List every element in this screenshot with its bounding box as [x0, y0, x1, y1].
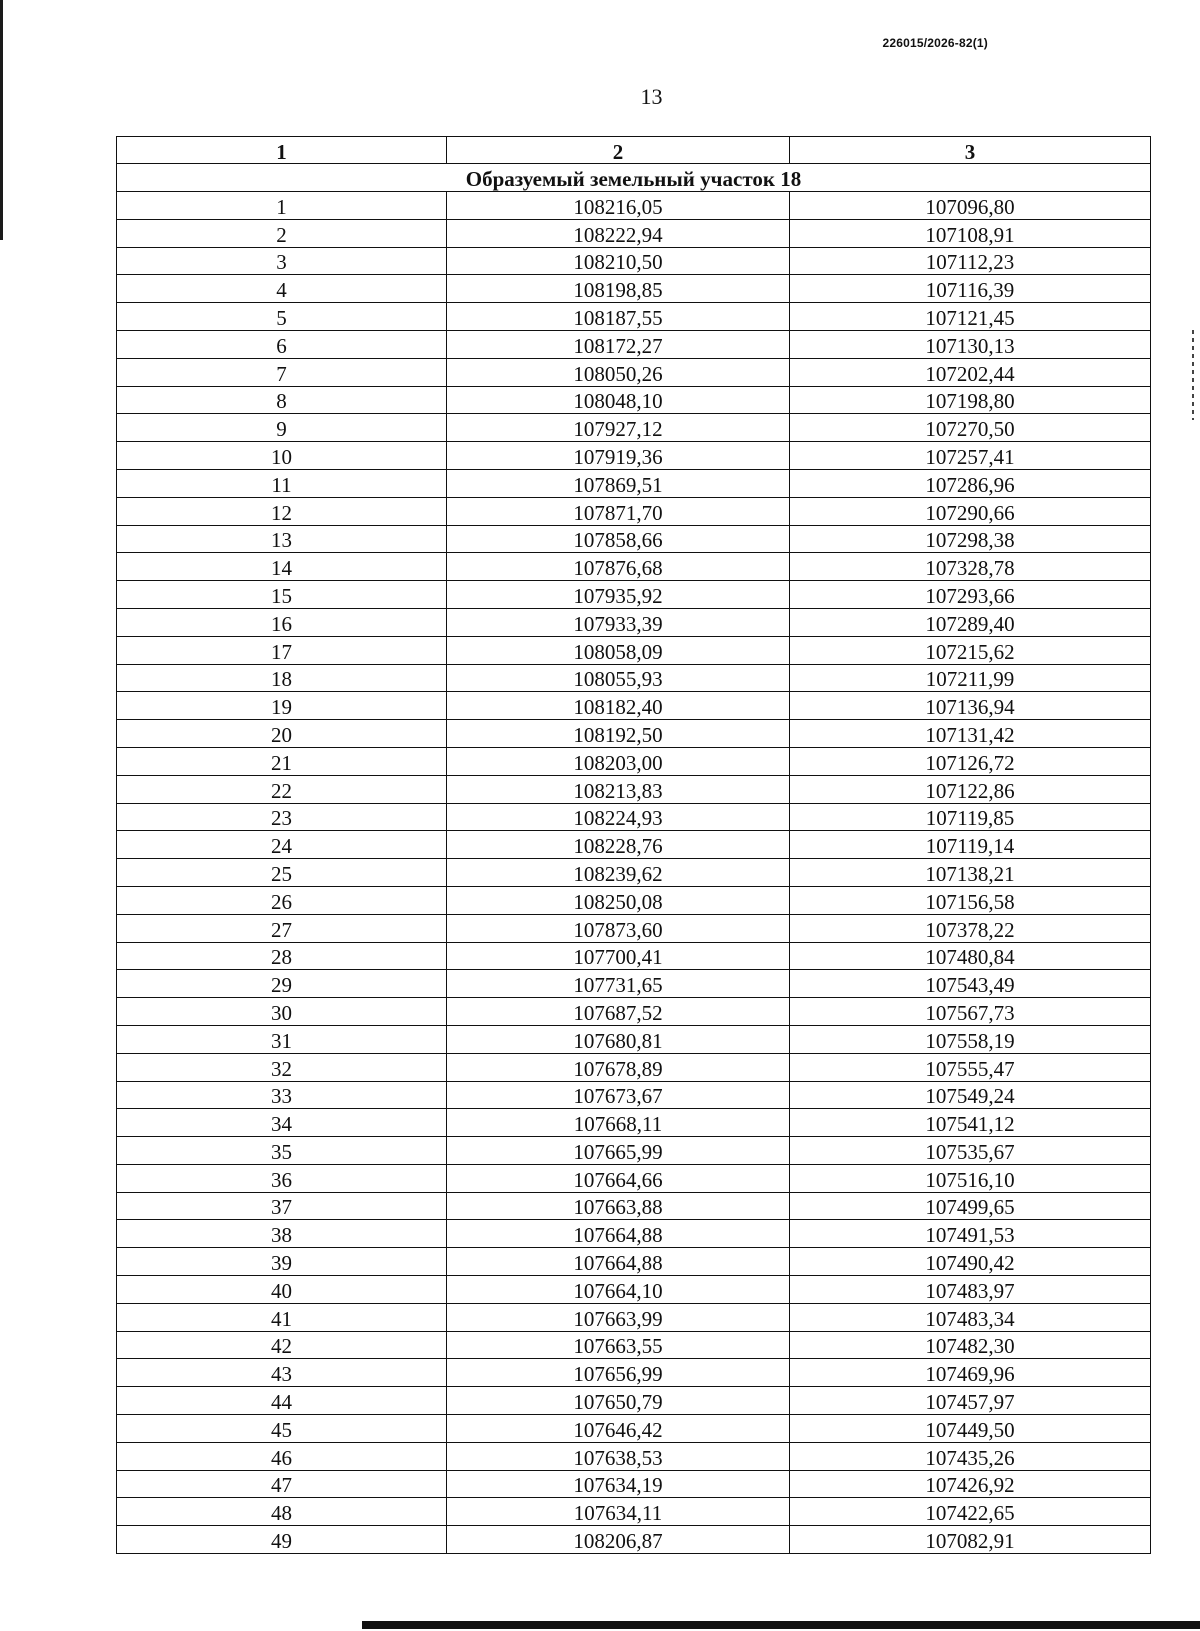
cell-y-coordinate: 107119,14: [790, 831, 1151, 859]
cell-point-number: 18: [117, 664, 447, 692]
cell-point-number: 42: [117, 1331, 447, 1359]
cell-y-coordinate: 107270,50: [790, 414, 1151, 442]
cell-x-coordinate: 107663,99: [447, 1303, 790, 1331]
cell-y-coordinate: 107211,99: [790, 664, 1151, 692]
cell-x-coordinate: 107678,89: [447, 1053, 790, 1081]
cell-point-number: 39: [117, 1248, 447, 1276]
cell-point-number: 26: [117, 886, 447, 914]
cell-point-number: 22: [117, 775, 447, 803]
table-row: [117, 386, 1151, 414]
cell-x-coordinate: 107935,92: [447, 581, 790, 609]
cell-y-coordinate: 107435,26: [790, 1442, 1151, 1470]
table-row: [117, 497, 1151, 525]
cell-point-number: 9: [117, 414, 447, 442]
cell-y-coordinate: 107328,78: [790, 553, 1151, 581]
cell-point-number: 17: [117, 636, 447, 664]
table-row: [117, 1109, 1151, 1137]
cell-point-number: 34: [117, 1109, 447, 1137]
table-row: [117, 1415, 1151, 1443]
cell-y-coordinate: 107457,97: [790, 1387, 1151, 1415]
table-row: [117, 1526, 1151, 1554]
cell-y-coordinate: 107482,30: [790, 1331, 1151, 1359]
table-row: [117, 1053, 1151, 1081]
cell-point-number: 44: [117, 1387, 447, 1415]
cell-y-coordinate: 107567,73: [790, 998, 1151, 1026]
table-row: [117, 831, 1151, 859]
cell-point-number: 32: [117, 1053, 447, 1081]
cell-point-number: 13: [117, 525, 447, 553]
column-header-y: 3: [790, 137, 1151, 164]
header-row: [117, 137, 1151, 164]
column-header-point: 1: [117, 137, 447, 164]
cell-y-coordinate: 107215,62: [790, 636, 1151, 664]
cell-y-coordinate: 107121,45: [790, 303, 1151, 331]
cell-x-coordinate: 107663,88: [447, 1192, 790, 1220]
cell-y-coordinate: 107541,12: [790, 1109, 1151, 1137]
cell-y-coordinate: 107112,23: [790, 247, 1151, 275]
cell-y-coordinate: 107130,13: [790, 330, 1151, 358]
table-row: [117, 636, 1151, 664]
table-row: [117, 942, 1151, 970]
cell-y-coordinate: 107293,66: [790, 581, 1151, 609]
table-row: [117, 886, 1151, 914]
page-number: 13: [640, 84, 663, 109]
scan-bottom-bar: [362, 1621, 1200, 1629]
cell-x-coordinate: 107873,60: [447, 914, 790, 942]
cell-y-coordinate: 107108,91: [790, 219, 1151, 247]
cell-y-coordinate: 107298,38: [790, 525, 1151, 553]
table-row: [117, 1359, 1151, 1387]
cell-x-coordinate: 108222,94: [447, 219, 790, 247]
table-row: [117, 914, 1151, 942]
cell-x-coordinate: 107673,67: [447, 1081, 790, 1109]
cell-x-coordinate: 107665,99: [447, 1137, 790, 1165]
cell-x-coordinate: 107634,19: [447, 1470, 790, 1498]
cell-y-coordinate: 107290,66: [790, 497, 1151, 525]
cell-y-coordinate: 107378,22: [790, 914, 1151, 942]
cell-y-coordinate: 107116,39: [790, 275, 1151, 303]
cell-y-coordinate: 107543,49: [790, 970, 1151, 998]
table-row: [117, 998, 1151, 1026]
cell-x-coordinate: 107933,39: [447, 608, 790, 636]
cell-x-coordinate: 108172,27: [447, 330, 790, 358]
table-row: [117, 525, 1151, 553]
cell-point-number: 8: [117, 386, 447, 414]
cell-x-coordinate: 107700,41: [447, 942, 790, 970]
cell-y-coordinate: 107096,80: [790, 192, 1151, 220]
cell-x-coordinate: 107731,65: [447, 970, 790, 998]
cell-x-coordinate: 107687,52: [447, 998, 790, 1026]
cell-y-coordinate: 107136,94: [790, 692, 1151, 720]
cell-point-number: 33: [117, 1081, 447, 1109]
cell-y-coordinate: 107126,72: [790, 747, 1151, 775]
cell-point-number: 19: [117, 692, 447, 720]
cell-y-coordinate: 107119,85: [790, 803, 1151, 831]
cell-x-coordinate: 108058,09: [447, 636, 790, 664]
cell-y-coordinate: 107286,96: [790, 469, 1151, 497]
cell-y-coordinate: 107202,44: [790, 358, 1151, 386]
cell-x-coordinate: 107858,66: [447, 525, 790, 553]
cell-point-number: 3: [117, 247, 447, 275]
table-header: [117, 137, 1151, 164]
cell-y-coordinate: 107449,50: [790, 1415, 1151, 1443]
table-row: [117, 1137, 1151, 1165]
table-row: [117, 303, 1151, 331]
table-row: [117, 608, 1151, 636]
cell-point-number: 29: [117, 970, 447, 998]
cell-x-coordinate: 108228,76: [447, 831, 790, 859]
cell-y-coordinate: 107549,24: [790, 1081, 1151, 1109]
cell-point-number: 14: [117, 553, 447, 581]
cell-x-coordinate: 108198,85: [447, 275, 790, 303]
table-row: [117, 859, 1151, 887]
cell-point-number: 38: [117, 1220, 447, 1248]
cell-x-coordinate: 108187,55: [447, 303, 790, 331]
cell-y-coordinate: 107257,41: [790, 442, 1151, 470]
table-row: [117, 553, 1151, 581]
table-body: [117, 164, 1151, 1554]
cell-point-number: 11: [117, 469, 447, 497]
cell-y-coordinate: 107558,19: [790, 1025, 1151, 1053]
table-row: [117, 330, 1151, 358]
cell-x-coordinate: 108213,83: [447, 775, 790, 803]
table-row: [117, 1303, 1151, 1331]
table-row: [117, 275, 1151, 303]
cell-y-coordinate: 107426,92: [790, 1470, 1151, 1498]
cell-point-number: 2: [117, 219, 447, 247]
cell-point-number: 28: [117, 942, 447, 970]
cell-point-number: 12: [117, 497, 447, 525]
cell-x-coordinate: 107634,11: [447, 1498, 790, 1526]
cell-point-number: 35: [117, 1137, 447, 1165]
cell-x-coordinate: 107869,51: [447, 469, 790, 497]
cell-y-coordinate: 107490,42: [790, 1248, 1151, 1276]
cell-x-coordinate: 107664,88: [447, 1220, 790, 1248]
table-row: [117, 803, 1151, 831]
cell-x-coordinate: 108050,26: [447, 358, 790, 386]
table-row: [117, 247, 1151, 275]
cell-y-coordinate: 107535,67: [790, 1137, 1151, 1165]
cell-y-coordinate: 107555,47: [790, 1053, 1151, 1081]
table-row: [117, 192, 1151, 220]
cell-x-coordinate: 108239,62: [447, 859, 790, 887]
cell-y-coordinate: 107138,21: [790, 859, 1151, 887]
section-row: [117, 164, 1151, 192]
table-row: [117, 414, 1151, 442]
cell-x-coordinate: 108224,93: [447, 803, 790, 831]
table-row: [117, 1276, 1151, 1304]
table-row: [117, 1470, 1151, 1498]
cell-y-coordinate: 107289,40: [790, 608, 1151, 636]
cell-y-coordinate: 107156,58: [790, 886, 1151, 914]
cell-point-number: 6: [117, 330, 447, 358]
cell-x-coordinate: 108210,50: [447, 247, 790, 275]
cell-x-coordinate: 107663,55: [447, 1331, 790, 1359]
table-row: [117, 775, 1151, 803]
cell-point-number: 7: [117, 358, 447, 386]
cell-point-number: 47: [117, 1470, 447, 1498]
cell-y-coordinate: 107422,65: [790, 1498, 1151, 1526]
table-row: [117, 1081, 1151, 1109]
cell-x-coordinate: 108182,40: [447, 692, 790, 720]
cell-x-coordinate: 107680,81: [447, 1025, 790, 1053]
cell-y-coordinate: 107499,65: [790, 1192, 1151, 1220]
cell-point-number: 45: [117, 1415, 447, 1443]
cell-y-coordinate: 107480,84: [790, 942, 1151, 970]
table-row: [117, 747, 1151, 775]
table-row: [117, 219, 1151, 247]
cell-point-number: 21: [117, 747, 447, 775]
cell-y-coordinate: 107483,34: [790, 1303, 1151, 1331]
cell-x-coordinate: 107664,66: [447, 1164, 790, 1192]
cell-y-coordinate: 107131,42: [790, 720, 1151, 748]
cell-y-coordinate: 107491,53: [790, 1220, 1151, 1248]
cell-point-number: 36: [117, 1164, 447, 1192]
cell-x-coordinate: 108048,10: [447, 386, 790, 414]
cell-x-coordinate: 108192,50: [447, 720, 790, 748]
cell-point-number: 16: [117, 608, 447, 636]
table-row: [117, 1164, 1151, 1192]
cell-x-coordinate: 107668,11: [447, 1109, 790, 1137]
table-row: [117, 692, 1151, 720]
cell-point-number: 23: [117, 803, 447, 831]
cell-x-coordinate: 108250,08: [447, 886, 790, 914]
table-row: [117, 1220, 1151, 1248]
cell-x-coordinate: 107638,53: [447, 1442, 790, 1470]
cell-x-coordinate: 107927,12: [447, 414, 790, 442]
cell-x-coordinate: 107664,10: [447, 1276, 790, 1304]
coordinates-table: [116, 136, 1151, 1554]
table-row: [117, 358, 1151, 386]
table-row: [117, 1192, 1151, 1220]
cell-x-coordinate: 107876,68: [447, 553, 790, 581]
cell-y-coordinate: 107082,91: [790, 1526, 1151, 1554]
cell-point-number: 46: [117, 1442, 447, 1470]
table-row: [117, 1248, 1151, 1276]
cell-x-coordinate: 107646,42: [447, 1415, 790, 1443]
cell-x-coordinate: 108055,93: [447, 664, 790, 692]
cell-point-number: 41: [117, 1303, 447, 1331]
cell-point-number: 27: [117, 914, 447, 942]
document-number: 226015/2026-82(1): [882, 36, 988, 50]
table-row: [117, 581, 1151, 609]
cell-y-coordinate: 107516,10: [790, 1164, 1151, 1192]
scan-edge-right: [1192, 330, 1194, 420]
cell-point-number: 49: [117, 1526, 447, 1554]
scan-edge-left: [0, 0, 3, 240]
cell-point-number: 37: [117, 1192, 447, 1220]
cell-x-coordinate: 107650,79: [447, 1387, 790, 1415]
cell-y-coordinate: 107469,96: [790, 1359, 1151, 1387]
cell-point-number: 24: [117, 831, 447, 859]
cell-x-coordinate: 108206,87: [447, 1526, 790, 1554]
cell-x-coordinate: 107871,70: [447, 497, 790, 525]
cell-point-number: 5: [117, 303, 447, 331]
cell-point-number: 1: [117, 192, 447, 220]
column-header-x: 2: [447, 137, 790, 164]
table-row: [117, 1331, 1151, 1359]
cell-x-coordinate: 108216,05: [447, 192, 790, 220]
section-title: Образуемый земельный участок 18: [117, 164, 1151, 192]
table-row: [117, 970, 1151, 998]
cell-y-coordinate: 107122,86: [790, 775, 1151, 803]
table-row: [117, 1442, 1151, 1470]
cell-y-coordinate: 107198,80: [790, 386, 1151, 414]
cell-point-number: 31: [117, 1025, 447, 1053]
cell-y-coordinate: 107483,97: [790, 1276, 1151, 1304]
cell-point-number: 48: [117, 1498, 447, 1526]
cell-x-coordinate: 107919,36: [447, 442, 790, 470]
cell-point-number: 20: [117, 720, 447, 748]
cell-point-number: 4: [117, 275, 447, 303]
cell-x-coordinate: 107656,99: [447, 1359, 790, 1387]
cell-point-number: 25: [117, 859, 447, 887]
table-row: [117, 469, 1151, 497]
table-row: [117, 1387, 1151, 1415]
cell-x-coordinate: 107664,88: [447, 1248, 790, 1276]
table-row: [117, 720, 1151, 748]
cell-point-number: 30: [117, 998, 447, 1026]
table-row: [117, 664, 1151, 692]
table-row: [117, 442, 1151, 470]
cell-point-number: 43: [117, 1359, 447, 1387]
table-row: [117, 1498, 1151, 1526]
cell-x-coordinate: 108203,00: [447, 747, 790, 775]
table-row: [117, 1025, 1151, 1053]
cell-point-number: 10: [117, 442, 447, 470]
cell-point-number: 40: [117, 1276, 447, 1304]
cell-point-number: 15: [117, 581, 447, 609]
